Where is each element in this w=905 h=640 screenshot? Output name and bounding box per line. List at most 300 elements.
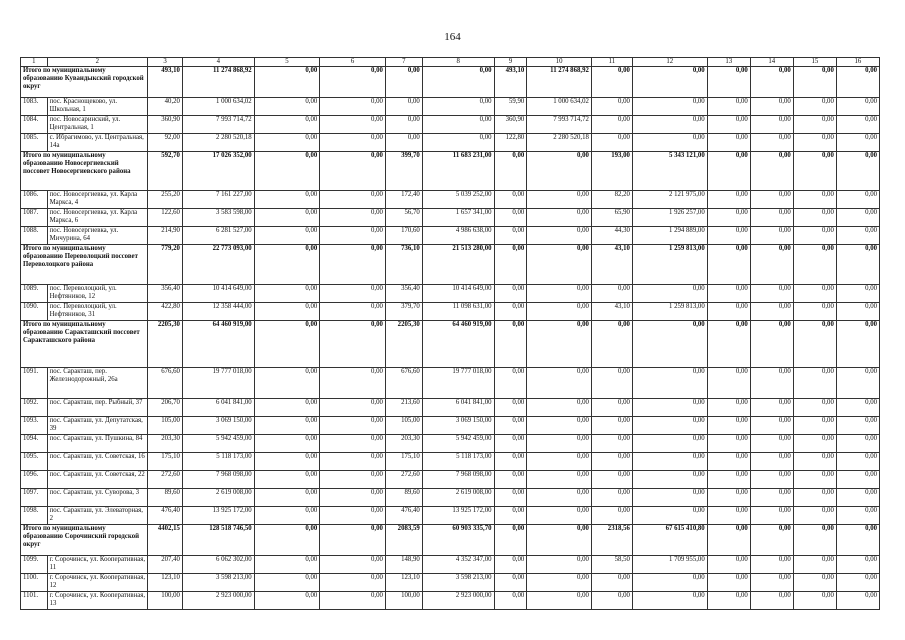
address-cell: пос. Новосергиевка, ул. Карла Маркса, 6	[47, 209, 147, 227]
value-cell: 2205,30	[148, 321, 183, 368]
table-row	[21, 417, 880, 435]
value-cell: 0,00	[836, 417, 879, 435]
value-cell: 0,00	[494, 525, 527, 556]
value-cell: 0,00	[591, 417, 632, 435]
value-cell: 44,30	[591, 227, 632, 245]
value-cell: 0,00	[320, 592, 386, 610]
value-cell: 0,00	[836, 574, 879, 592]
value-cell: 0,00	[527, 574, 592, 592]
column-number: 1	[21, 58, 48, 67]
value-cell: 0,00	[591, 507, 632, 525]
value-cell: 0,00	[494, 574, 527, 592]
value-cell: 0,00	[320, 507, 386, 525]
value-cell: 0,00	[750, 98, 793, 116]
table-row	[21, 453, 880, 471]
value-cell: 0,00	[385, 134, 422, 152]
value-cell: 0,00	[591, 67, 632, 98]
value-cell: 0,00	[320, 321, 386, 368]
value-cell: 0,00	[591, 134, 632, 152]
value-cell: 0,00	[320, 134, 386, 152]
value-cell: 0,00	[320, 417, 386, 435]
value-cell: 56,70	[385, 209, 422, 227]
value-cell: 0,00	[836, 134, 879, 152]
value-cell: 0,00	[750, 285, 793, 303]
value-cell: 89,60	[148, 489, 183, 507]
value-cell: 0,00	[320, 399, 386, 417]
table-row	[21, 507, 880, 525]
row-number: 1094.	[21, 435, 48, 453]
value-cell: 0,00	[254, 321, 320, 368]
value-cell: 272,60	[148, 471, 183, 489]
value-cell: 0,00	[422, 116, 494, 134]
value-cell: 0,00	[707, 453, 750, 471]
value-cell: 1 000 634,02	[527, 98, 592, 116]
value-cell: 0,00	[320, 489, 386, 507]
value-cell: 0,00	[591, 98, 632, 116]
value-cell: 58,50	[591, 556, 632, 574]
value-cell: 0,00	[793, 574, 836, 592]
value-cell: 2205,30	[385, 321, 422, 368]
value-cell: 0,00	[750, 435, 793, 453]
value-cell: 0,00	[707, 134, 750, 152]
value-cell: 0,00	[320, 191, 386, 209]
value-cell: 0,00	[591, 435, 632, 453]
address-cell: пос. Саракташ, пер. Железнодорожный, 26а	[47, 368, 147, 399]
value-cell: 65,90	[591, 209, 632, 227]
column-number: 5	[254, 58, 320, 67]
value-cell: 5 942 459,00	[182, 435, 254, 453]
value-cell: 214,90	[148, 227, 183, 245]
value-cell: 0,00	[254, 98, 320, 116]
value-cell: 0,00	[494, 399, 527, 417]
value-cell: 0,00	[320, 209, 386, 227]
value-cell: 0,00	[793, 98, 836, 116]
value-cell: 0,00	[527, 525, 592, 556]
value-cell: 0,00	[527, 285, 592, 303]
value-cell: 0,00	[750, 507, 793, 525]
value-cell: 0,00	[494, 191, 527, 209]
value-cell: 0,00	[836, 67, 879, 98]
value-cell: 206,70	[148, 399, 183, 417]
value-cell: 0,00	[320, 227, 386, 245]
value-cell: 0,00	[836, 116, 879, 134]
value-cell: 0,00	[254, 525, 320, 556]
value-cell: 0,00	[254, 471, 320, 489]
value-cell: 0,00	[254, 592, 320, 610]
value-cell: 0,00	[494, 556, 527, 574]
table-row	[21, 489, 880, 507]
value-cell: 11 683 231,00	[422, 152, 494, 191]
value-cell: 0,00	[632, 574, 707, 592]
value-cell: 43,10	[591, 303, 632, 321]
value-cell: 0,00	[591, 592, 632, 610]
value-cell: 0,00	[707, 303, 750, 321]
value-cell: 476,40	[385, 507, 422, 525]
value-cell: 0,00	[707, 67, 750, 98]
value-cell: 0,00	[254, 152, 320, 191]
value-cell: 0,00	[793, 592, 836, 610]
value-cell: 0,00	[632, 116, 707, 134]
subtotal-row	[21, 67, 880, 98]
value-cell: 0,00	[750, 321, 793, 368]
value-cell: 0,00	[750, 245, 793, 285]
value-cell: 0,00	[527, 303, 592, 321]
value-cell: 0,00	[707, 399, 750, 417]
value-cell: 1 259 813,00	[632, 245, 707, 285]
value-cell: 0,00	[527, 471, 592, 489]
value-cell: 0,00	[836, 435, 879, 453]
value-cell: 0,00	[591, 321, 632, 368]
subtotal-label: Итого по муниципальному образованию Переволоцкий поссовет Переволоцкого района	[21, 245, 148, 285]
value-cell: 2 280 520,18	[182, 134, 254, 152]
value-cell: 0,00	[494, 152, 527, 191]
address-cell: пос. Переволоцкий, ул. Нефтяников, 12	[47, 285, 147, 303]
row-number: 1089.	[21, 285, 48, 303]
value-cell: 0,00	[385, 67, 422, 98]
column-number: 16	[836, 58, 879, 67]
value-cell: 0,00	[707, 489, 750, 507]
value-cell: 0,00	[632, 134, 707, 152]
value-cell: 7 968 098,00	[182, 471, 254, 489]
value-cell: 0,00	[254, 507, 320, 525]
value-cell: 1 709 955,00	[632, 556, 707, 574]
value-cell: 0,00	[254, 417, 320, 435]
value-cell: 12 358 444,00	[182, 303, 254, 321]
value-cell: 0,00	[254, 489, 320, 507]
column-number: 8	[422, 58, 494, 67]
column-number: 10	[527, 58, 592, 67]
address-cell: с. Ибрагимово, ул. Центральная, 14а	[47, 134, 147, 152]
value-cell: 0,00	[836, 507, 879, 525]
column-number: 7	[385, 58, 422, 67]
table-row	[21, 574, 880, 592]
value-cell: 0,00	[707, 368, 750, 399]
value-cell: 0,00	[836, 556, 879, 574]
value-cell: 22 773 093,00	[182, 245, 254, 285]
value-cell: 0,00	[632, 67, 707, 98]
table-row	[21, 134, 880, 152]
value-cell: 7 161 227,00	[182, 191, 254, 209]
address-cell: пос. Краснощеково, ул. Школьная, 1	[47, 98, 147, 116]
value-cell: 0,00	[750, 303, 793, 321]
value-cell: 3 069 150,00	[422, 417, 494, 435]
value-cell: 0,00	[750, 525, 793, 556]
value-cell: 2 619 008,00	[182, 489, 254, 507]
address-cell: пос. Саракташ, ул. Пушкина, 84	[47, 435, 147, 453]
value-cell: 0,00	[836, 489, 879, 507]
value-cell: 0,00	[836, 399, 879, 417]
value-cell: 0,00	[591, 116, 632, 134]
value-cell: 2 280 520,18	[527, 134, 592, 152]
value-cell: 0,00	[707, 574, 750, 592]
column-number: 11	[591, 58, 632, 67]
column-number: 14	[750, 58, 793, 67]
row-number: 1097.	[21, 489, 48, 507]
value-cell: 0,00	[254, 368, 320, 399]
value-cell: 3 598 213,00	[422, 574, 494, 592]
value-cell: 0,00	[254, 191, 320, 209]
value-cell: 0,00	[793, 556, 836, 574]
value-cell: 0,00	[793, 321, 836, 368]
row-number: 1091.	[21, 368, 48, 399]
value-cell: 1 000 634,02	[182, 98, 254, 116]
value-cell: 82,20	[591, 191, 632, 209]
value-cell: 0,00	[707, 98, 750, 116]
value-cell: 2318,56	[591, 525, 632, 556]
value-cell: 0,00	[793, 152, 836, 191]
value-cell: 0,00	[632, 507, 707, 525]
column-number: 3	[148, 58, 183, 67]
value-cell: 3 069 150,00	[182, 417, 254, 435]
value-cell: 7 993 714,72	[527, 116, 592, 134]
value-cell: 21 513 280,00	[422, 245, 494, 285]
value-cell: 1 294 889,00	[632, 227, 707, 245]
value-cell: 0,00	[254, 435, 320, 453]
value-cell: 0,00	[527, 453, 592, 471]
value-cell: 17 026 352,00	[182, 152, 254, 191]
value-cell: 0,00	[632, 417, 707, 435]
value-cell: 2083,59	[385, 525, 422, 556]
address-cell: пос. Саракташ, ул. Депутатская, 39	[47, 417, 147, 435]
value-cell: 0,00	[750, 191, 793, 209]
value-cell: 0,00	[591, 285, 632, 303]
address-cell: пос. Новосергиевка, ул. Мичурина, 64	[47, 227, 147, 245]
value-cell: 4 986 638,00	[422, 227, 494, 245]
value-cell: 0,00	[591, 399, 632, 417]
value-cell: 0,00	[793, 435, 836, 453]
value-cell: 0,00	[750, 471, 793, 489]
value-cell: 0,00	[385, 98, 422, 116]
value-cell: 0,00	[527, 191, 592, 209]
value-cell: 0,00	[591, 453, 632, 471]
row-number: 1093.	[21, 417, 48, 435]
value-cell: 0,00	[632, 592, 707, 610]
value-cell: 0,00	[750, 116, 793, 134]
value-cell: 0,00	[527, 435, 592, 453]
table-row	[21, 116, 880, 134]
value-cell: 0,00	[836, 245, 879, 285]
value-cell: 0,00	[320, 67, 386, 98]
column-number-row	[21, 58, 880, 67]
row-number: 1100.	[21, 574, 48, 592]
value-cell: 0,00	[750, 368, 793, 399]
value-cell: 0,00	[320, 574, 386, 592]
row-number: 1088.	[21, 227, 48, 245]
value-cell: 6 041 841,00	[182, 399, 254, 417]
value-cell: 0,00	[385, 116, 422, 134]
column-number: 15	[793, 58, 836, 67]
value-cell: 123,10	[148, 574, 183, 592]
subtotal-row	[21, 152, 880, 191]
value-cell: 2 121 975,00	[632, 191, 707, 209]
value-cell: 6 041 841,00	[422, 399, 494, 417]
subtotal-row	[21, 321, 880, 368]
value-cell: 43,10	[591, 245, 632, 285]
value-cell: 0,00	[494, 368, 527, 399]
subtotal-row	[21, 245, 880, 285]
value-cell: 0,00	[254, 209, 320, 227]
value-cell: 0,00	[707, 116, 750, 134]
value-cell: 19 777 018,00	[182, 368, 254, 399]
value-cell: 6 062 302,00	[182, 556, 254, 574]
value-cell: 148,90	[385, 556, 422, 574]
housing-program-table	[20, 57, 880, 610]
value-cell: 10 414 649,00	[182, 285, 254, 303]
value-cell: 0,00	[750, 574, 793, 592]
value-cell: 0,00	[836, 303, 879, 321]
value-cell: 175,10	[148, 453, 183, 471]
row-number: 1099.	[21, 556, 48, 574]
value-cell: 0,00	[632, 453, 707, 471]
value-cell: 1 657 341,00	[422, 209, 494, 227]
value-cell: 0,00	[707, 191, 750, 209]
value-cell: 89,60	[385, 489, 422, 507]
column-number: 2	[47, 58, 147, 67]
value-cell: 0,00	[320, 303, 386, 321]
value-cell: 0,00	[836, 592, 879, 610]
table-row	[21, 435, 880, 453]
value-cell: 123,10	[385, 574, 422, 592]
value-cell: 10 414 649,00	[422, 285, 494, 303]
value-cell: 0,00	[707, 592, 750, 610]
address-cell: пос. Саракташ, пер. Рыбный, 37	[47, 399, 147, 417]
value-cell: 170,60	[385, 227, 422, 245]
address-cell: пос. Новосергиевка, ул. Карла Маркса, 4	[47, 191, 147, 209]
value-cell: 0,00	[527, 592, 592, 610]
value-cell: 0,00	[793, 67, 836, 98]
value-cell: 0,00	[793, 227, 836, 245]
value-cell: 92,00	[148, 134, 183, 152]
value-cell: 0,00	[320, 435, 386, 453]
value-cell: 0,00	[494, 489, 527, 507]
value-cell: 0,00	[836, 525, 879, 556]
value-cell: 493,10	[494, 67, 527, 98]
value-cell: 0,00	[494, 209, 527, 227]
value-cell: 0,00	[254, 556, 320, 574]
value-cell: 105,00	[148, 417, 183, 435]
value-cell: 64 460 919,00	[422, 321, 494, 368]
value-cell: 493,10	[148, 67, 183, 98]
value-cell: 0,00	[836, 191, 879, 209]
value-cell: 11 274 868,92	[182, 67, 254, 98]
address-cell: пос. Саракташ, ул. Элеваторная, 2	[47, 507, 147, 525]
table-row	[21, 556, 880, 574]
value-cell: 5 343 121,00	[632, 152, 707, 191]
value-cell: 0,00	[254, 245, 320, 285]
value-cell: 1 259 813,00	[632, 303, 707, 321]
value-cell: 0,00	[422, 134, 494, 152]
page-number: 164	[444, 31, 461, 43]
value-cell: 0,00	[793, 417, 836, 435]
value-cell: 0,00	[494, 453, 527, 471]
column-number: 12	[632, 58, 707, 67]
value-cell: 100,00	[385, 592, 422, 610]
value-cell: 0,00	[793, 191, 836, 209]
value-cell: 105,00	[385, 417, 422, 435]
row-number: 1083.	[21, 98, 48, 116]
value-cell: 255,20	[148, 191, 183, 209]
value-cell: 0,00	[632, 285, 707, 303]
table-row	[21, 303, 880, 321]
value-cell: 0,00	[494, 303, 527, 321]
value-cell: 0,00	[254, 285, 320, 303]
value-cell: 0,00	[320, 453, 386, 471]
value-cell: 0,00	[527, 368, 592, 399]
value-cell: 11 274 868,92	[527, 67, 592, 98]
value-cell: 0,00	[527, 556, 592, 574]
value-cell: 272,60	[385, 471, 422, 489]
value-cell: 0,00	[591, 489, 632, 507]
value-cell: 0,00	[707, 321, 750, 368]
value-cell: 0,00	[494, 321, 527, 368]
value-cell: 0,00	[527, 245, 592, 285]
row-number: 1085.	[21, 134, 48, 152]
value-cell: 0,00	[422, 67, 494, 98]
value-cell: 356,40	[148, 285, 183, 303]
value-cell: 207,40	[148, 556, 183, 574]
value-cell: 0,00	[836, 471, 879, 489]
value-cell: 360,90	[148, 116, 183, 134]
value-cell: 0,00	[591, 574, 632, 592]
value-cell: 0,00	[320, 245, 386, 285]
value-cell: 0,00	[707, 209, 750, 227]
value-cell: 399,70	[385, 152, 422, 191]
value-cell: 4 352 347,00	[422, 556, 494, 574]
value-cell: 0,00	[707, 285, 750, 303]
value-cell: 0,00	[320, 556, 386, 574]
value-cell: 64 460 919,00	[182, 321, 254, 368]
value-cell: 0,00	[750, 209, 793, 227]
address-cell: пос. Саракташ, ул. Советская, 22	[47, 471, 147, 489]
row-number: 1086.	[21, 191, 48, 209]
table-row	[21, 209, 880, 227]
value-cell: 0,00	[793, 134, 836, 152]
value-cell: 0,00	[793, 285, 836, 303]
value-cell: 356,40	[385, 285, 422, 303]
value-cell: 592,70	[148, 152, 183, 191]
value-cell: 0,00	[591, 471, 632, 489]
address-cell: пос. Саракташ, ул. Советская, 16	[47, 453, 147, 471]
address-cell: г. Сорочинск, ул. Кооперативная, 12	[47, 574, 147, 592]
value-cell: 0,00	[320, 98, 386, 116]
value-cell: 0,00	[254, 574, 320, 592]
value-cell: 13 925 172,00	[422, 507, 494, 525]
value-cell: 0,00	[836, 285, 879, 303]
value-cell: 0,00	[707, 525, 750, 556]
value-cell: 0,00	[254, 227, 320, 245]
value-cell: 0,00	[494, 227, 527, 245]
value-cell: 0,00	[494, 245, 527, 285]
value-cell: 0,00	[707, 227, 750, 245]
value-cell: 0,00	[254, 134, 320, 152]
table-row	[21, 191, 880, 209]
value-cell: 213,60	[385, 399, 422, 417]
subtotal-label: Итого по муниципальному образованию Саракташский поссовет Саракташского района	[21, 321, 148, 368]
row-number: 1096.	[21, 471, 48, 489]
value-cell: 0,00	[254, 399, 320, 417]
row-number: 1101.	[21, 592, 48, 610]
value-cell: 0,00	[422, 98, 494, 116]
value-cell: 172,40	[385, 191, 422, 209]
value-cell: 0,00	[494, 417, 527, 435]
value-cell: 0,00	[793, 471, 836, 489]
subtotal-label: Итого по муниципальному образованию Кувандыкский городской округ	[21, 67, 148, 98]
value-cell: 0,00	[632, 368, 707, 399]
value-cell: 4402,15	[148, 525, 183, 556]
value-cell: 0,00	[320, 471, 386, 489]
value-cell: 0,00	[494, 435, 527, 453]
value-cell: 0,00	[320, 368, 386, 399]
